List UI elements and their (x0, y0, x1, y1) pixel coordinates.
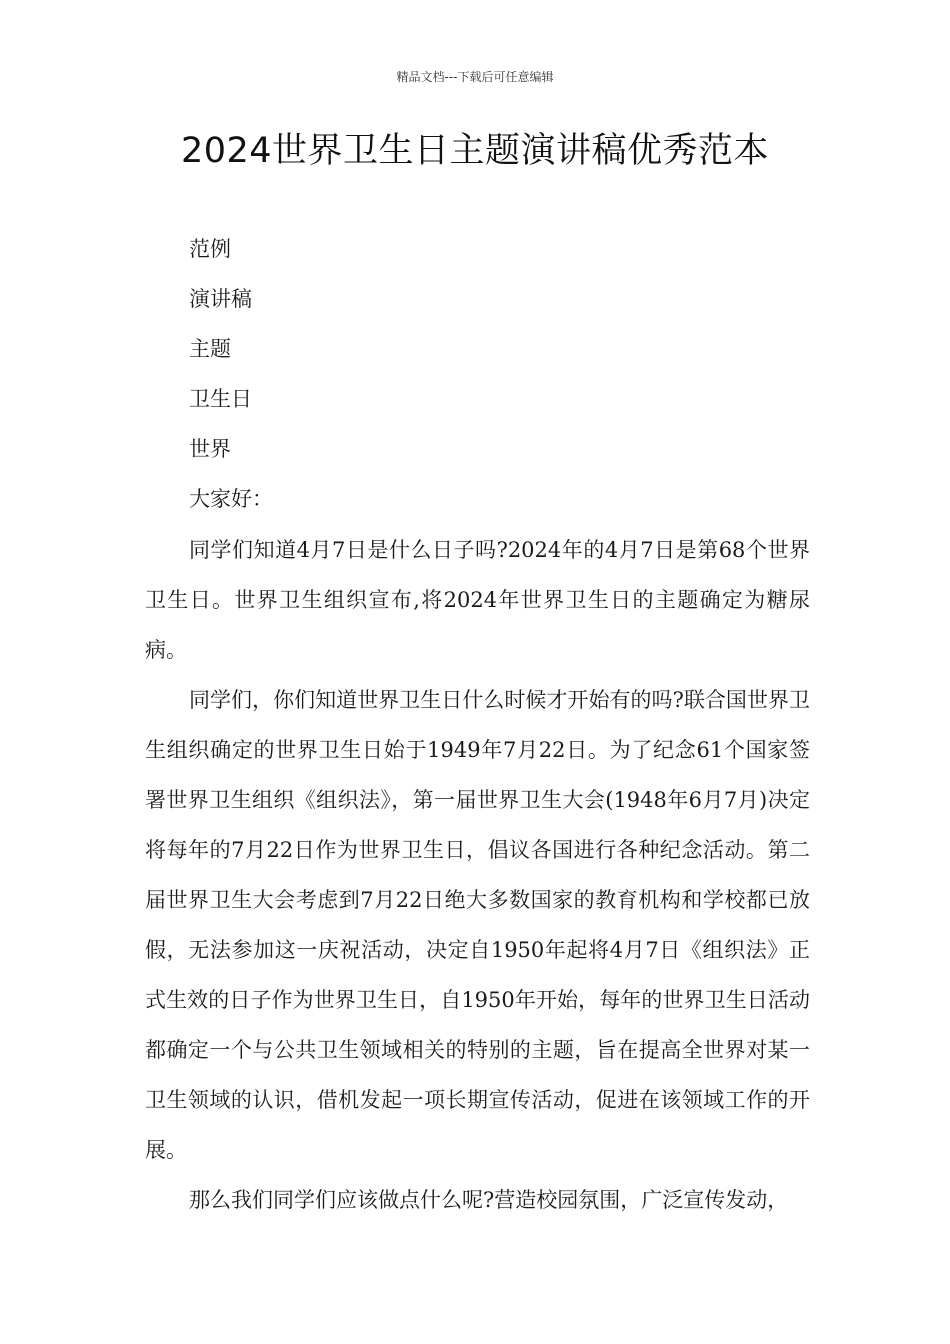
paragraph: 那么我们同学们应该做点什么呢?营造校园氛围，广泛宣传发动， (189, 1188, 789, 1212)
keyword-item: 世界 (189, 437, 231, 461)
paragraph: 同学们，你们知道世界卫生日什么时候才开始有的吗?联合国世界卫生组织确定的世界卫生日始于1949年7月22日。为了纪念61个国家签署世界卫生组织《组织法》，第一届世界卫生大会(1948年6月7月)决定将每年的7月22日作为世界卫生日，倡议各国进行各种纪念活动。第二届世界卫生大会考虑到7月22日绝大多数国家的教育机构和学校都已放假，无法参加这一庆祝活动，决定自1950年起将4月7日《组织法》正式生效的日子作为世界卫生日，自1950年开始，每年的世界卫生日活动都确定一个与公共卫生领域相关的特别的主题，旨在提高全世界对某一卫生领域的认识，借机发起一项长期宣传活动，促进在该领域工作的开展。 (145, 688, 810, 1162)
keyword-item: 主题 (189, 337, 231, 361)
paragraph: 同学们知道4月7日是什么日子吗?2024年的4月7日是第68个世界卫生日。世界卫生组织宣布,将2024年世界卫生日的主题确定为糖尿病。 (145, 538, 810, 662)
keyword-list (189, 229, 273, 529)
document-title: 2024世界卫生日主题演讲稿优秀范本 (180, 131, 770, 171)
greeting: 大家好： (189, 487, 273, 511)
keyword-item: 演讲稿 (189, 287, 252, 311)
body-text (145, 525, 810, 1225)
header-note: 精品文档---下载后可任意编辑 (396, 70, 554, 84)
keyword-item: 范例 (189, 237, 231, 261)
keyword-item: 卫生日 (189, 387, 252, 411)
